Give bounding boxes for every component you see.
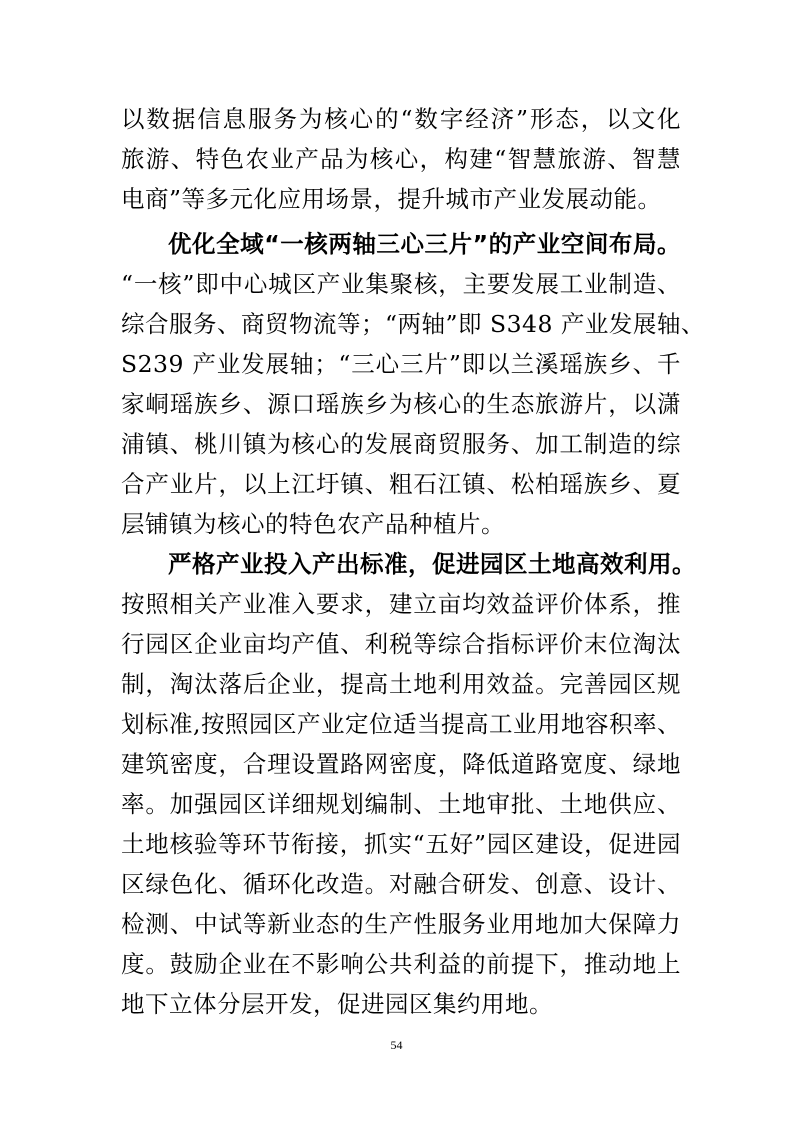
- body-text-line: 检测、中试等新业态的生产性服务业用地加大保障力: [121, 910, 681, 938]
- body-text-line: S239 产业发展轴；“三心三片”即以兰溪瑶族乡、千: [121, 350, 681, 378]
- body-text-line: 度。鼓励企业在不影响公共利益的前提下，推动地上: [121, 950, 681, 978]
- body-text-line: 区绿色化、循环化改造。对融合研发、创意、设计、: [121, 870, 681, 898]
- body-text-line: 按照相关产业准入要求，建立亩均效益评价体系，推: [121, 590, 681, 618]
- body-text-line: 层铺镇为核心的特色农产品种植片。: [121, 510, 505, 538]
- section-heading-spatial-layout: 优化全域“一核两轴三心三片”的产业空间布局。: [168, 230, 681, 258]
- body-text-line: 率。加强园区详细规划编制、土地审批、土地供应、: [121, 790, 681, 818]
- page-number: 54: [390, 1038, 403, 1052]
- body-text-line: 制，淘汰落后企业，提高土地利用效益。完善园区规: [121, 670, 681, 698]
- body-text-line: 综合服务、商贸物流等；“两轴”即 S348 产业发展轴、: [121, 310, 705, 338]
- body-text-line: 划标准,按照园区产业定位适当提高工业用地容积率、: [121, 710, 681, 738]
- body-text-line: 电商”等多元化应用场景，提升城市产业发展动能。: [121, 185, 662, 213]
- body-text-line: 浦镇、桃川镇为核心的发展商贸服务、加工制造的综: [121, 430, 681, 458]
- body-text-line: “一核”即中心城区产业集聚核，主要发展工业制造、: [121, 270, 681, 298]
- body-text-line: 合产业片，以上江圩镇、粗石江镇、松柏瑶族乡、夏: [121, 470, 681, 498]
- body-text-line: 家峒瑶族乡、源口瑶族乡为核心的生态旅游片，以潇: [121, 390, 681, 418]
- body-text-line: 建筑密度，合理设置路网密度，降低道路宽度、绿地: [121, 750, 681, 778]
- body-text-line: 土地核验等环节衔接，抓实“五好”园区建设，促进园: [121, 830, 681, 858]
- body-text-line: 以数据信息服务为核心的“数字经济”形态，以文化: [121, 105, 681, 133]
- section-heading-land-use: 严格产业投入产出标准，促进园区土地高效利用。: [168, 550, 696, 578]
- body-text-line: 行园区企业亩均产值、利税等综合指标评价末位淘汰: [121, 630, 681, 658]
- body-text-line: 地下立体分层开发，促进园区集约用地。: [121, 990, 553, 1018]
- body-text-line: 旅游、特色农业产品为核心，构建“智慧旅游、智慧: [121, 145, 681, 173]
